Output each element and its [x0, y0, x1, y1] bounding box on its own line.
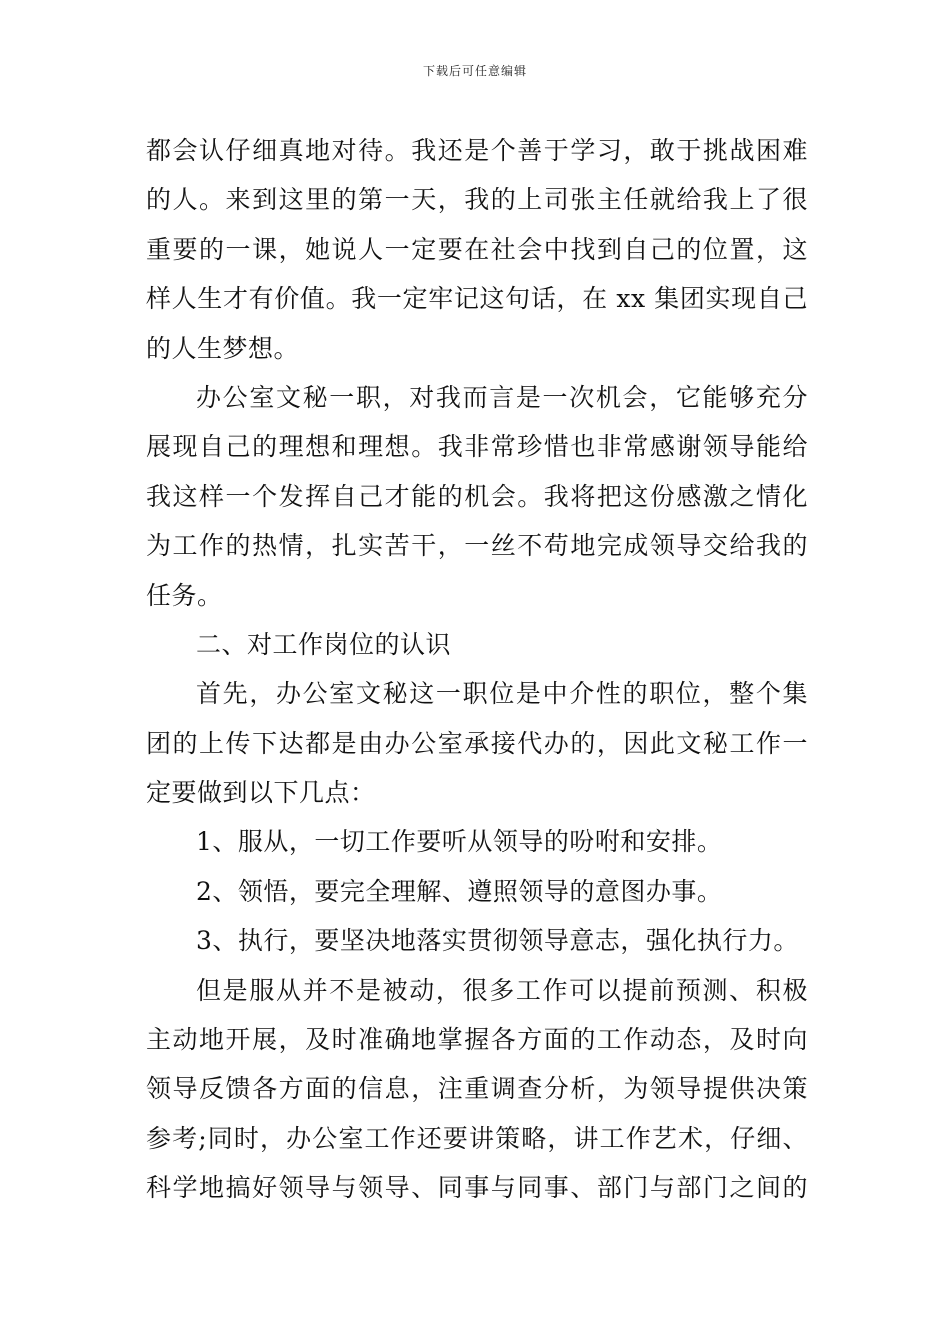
- document-body: [146, 126, 808, 1213]
- list-item: 3、执行，要坚决地落实贯彻领导意志，强化执行力。: [196, 926, 799, 956]
- text-line: 我这样一个发挥自己才能的机会。我将把这份感激之情化: [146, 481, 808, 511]
- text-line: 都会认仔细真地对待。我还是个善于学习，敢于挑战困难: [146, 136, 808, 165]
- page-header: 下载后可任意编辑: [422, 64, 527, 78]
- list-item: 1、服从，一切工作要听从领导的吩咐和安排。: [196, 827, 723, 857]
- text-line: 的人。来到这里的第一天，我的上司张主任就给我上了很: [146, 185, 808, 215]
- text-line: 首先，办公室文秘这一职位是中介性的职位，整个集: [196, 679, 808, 709]
- text-line: 为工作的热情，扎实苦干，一丝不苟地完成领导交给我的: [146, 531, 808, 561]
- text-line: 但是服从并不是被动，很多工作可以提前预测、积极: [196, 975, 808, 1005]
- text-line: 团的上传下达都是由办公室承接代办的，因此文秘工作一: [146, 728, 808, 758]
- text-line: 重要的一课，她说人一定要在社会中找到自己的位置，这: [146, 234, 808, 264]
- text-line: 领导反馈各方面的信息，注重调查分析，为领导提供决策: [146, 1074, 808, 1104]
- list-item: 2、领悟，要完全理解、遵照领导的意图办事。: [196, 876, 723, 906]
- text-line: 主动地开展，及时准确地掌握各方面的工作动态，及时向: [146, 1025, 808, 1055]
- section-heading: 二、对工作岗位的认识: [196, 629, 452, 659]
- text-line: 科学地搞好领导与领导、同事与同事、部门与部门之间的: [146, 1173, 808, 1203]
- text-line: 定要做到以下几点：: [146, 778, 376, 808]
- text-line: 参考;同时，办公室工作还要讲策略，讲工作艺术，仔细、: [146, 1123, 808, 1153]
- text-line: 样人生才有价值。我一定牢记这句话，在 xx 集团实现自己: [146, 284, 808, 314]
- text-line: 展现自己的理想和理想。我非常珍惜也非常感谢领导能给: [146, 432, 808, 462]
- text-line: 任务。: [146, 580, 223, 610]
- text-line: 办公室文秘一职，对我而言是一次机会，它能够充分: [196, 382, 808, 412]
- text-line: 的人生梦想。: [146, 333, 300, 363]
